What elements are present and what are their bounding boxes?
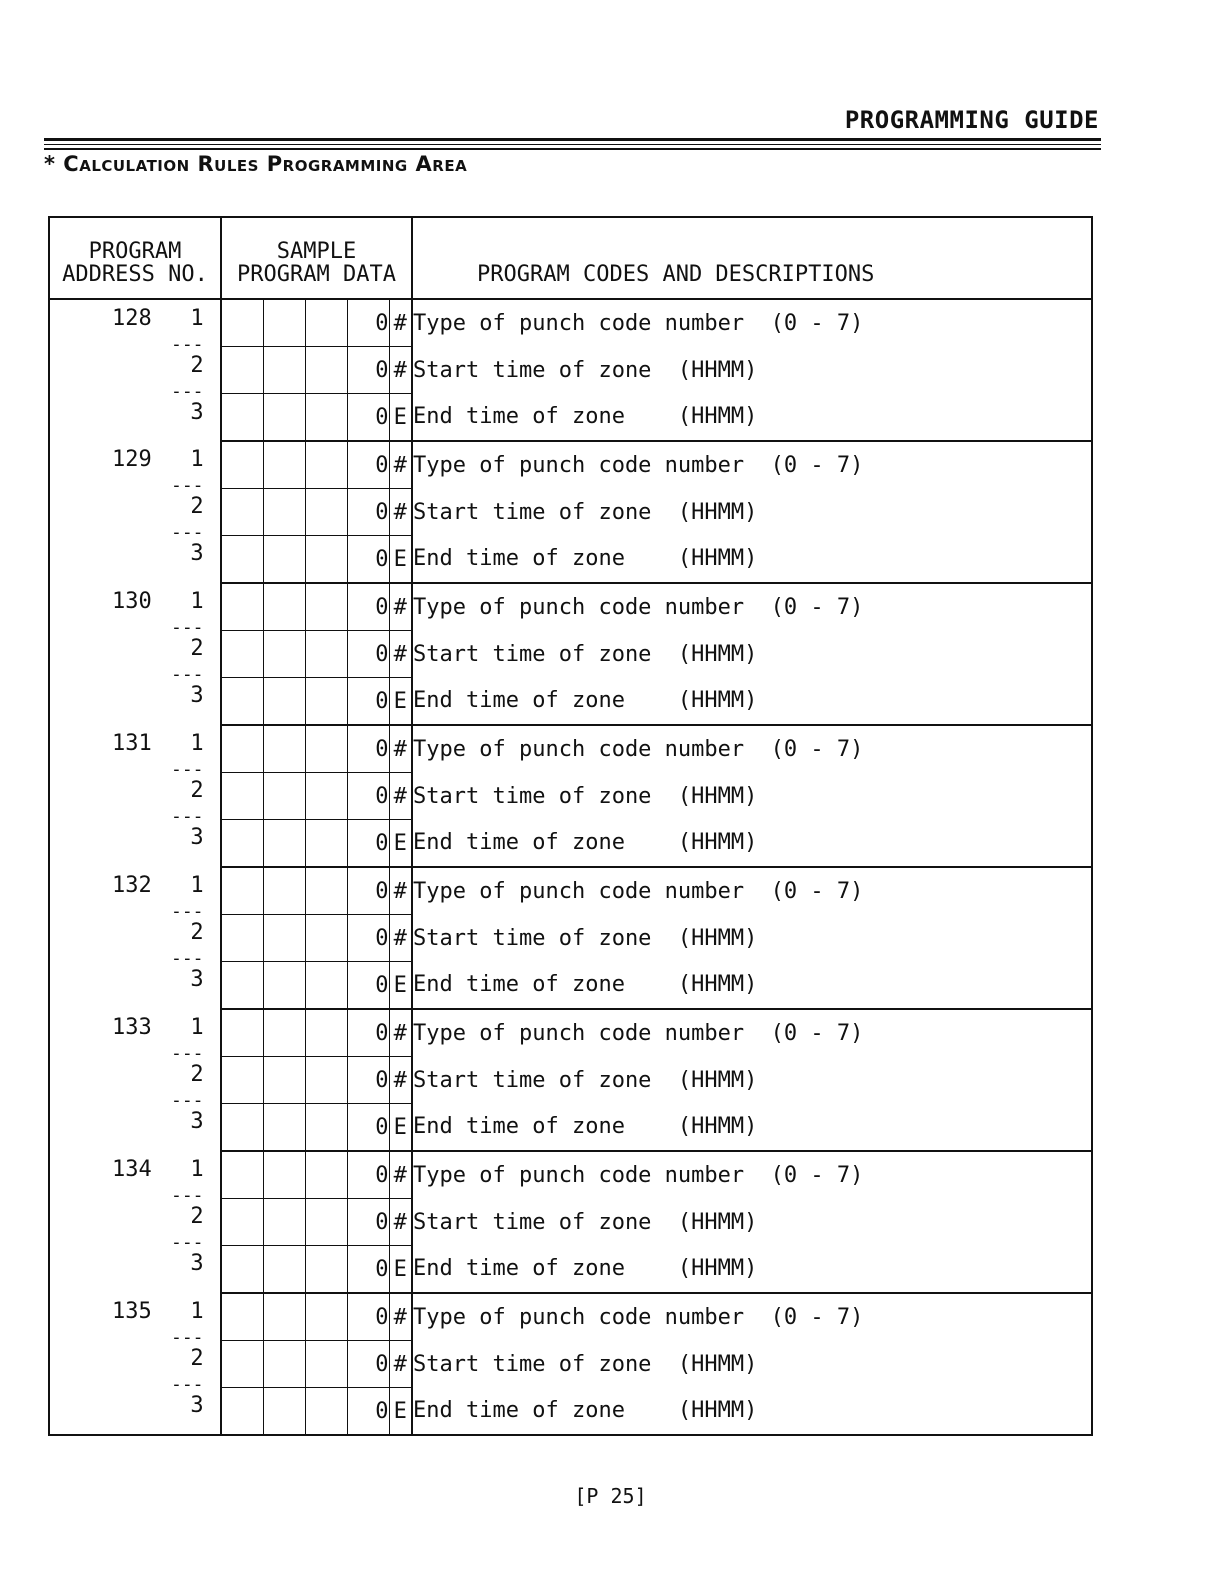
address-number: 134 <box>112 1157 152 1182</box>
sub-divider: --- <box>171 901 204 922</box>
sub-address: 3 <box>190 683 204 708</box>
data-entry-box <box>221 583 263 631</box>
data-value-cell: 0 <box>347 1199 389 1246</box>
data-entry-box <box>221 678 263 726</box>
terminator-code: # <box>389 915 412 962</box>
data-entry-box <box>221 1246 263 1294</box>
sub-address: 1 <box>190 306 204 331</box>
data-entry-box <box>305 1057 347 1104</box>
terminator-code: E <box>389 962 412 1010</box>
table-header-row <box>49 217 1092 299</box>
data-entry-box <box>221 489 263 536</box>
address-number: 128 <box>112 306 152 331</box>
data-entry-box <box>263 1199 305 1246</box>
sub-address: 1 <box>190 447 204 472</box>
data-entry-box <box>263 1104 305 1152</box>
terminator-code: # <box>389 299 412 347</box>
sub-address: 2 <box>190 920 204 945</box>
terminator-code: # <box>389 347 412 394</box>
data-entry-box <box>305 725 347 773</box>
data-value-cell: 0 <box>347 915 389 962</box>
sub-divider: --- <box>171 334 204 355</box>
sub-address: 3 <box>190 1251 204 1276</box>
code-description: End time of zone (HHMM) <box>412 678 1092 726</box>
code-description: Type of punch code number (0 - 7) <box>413 736 864 762</box>
data-entry-box <box>305 441 347 489</box>
data-value-cell: 0 <box>347 536 389 584</box>
address-cell <box>49 1009 221 1151</box>
data-value-cell: 0 <box>347 1057 389 1104</box>
code-description: End time of zone (HHMM) <box>412 820 1092 868</box>
data-entry-box <box>305 1388 347 1436</box>
code-description: Type of punch code number (0 - 7) <box>413 1020 864 1046</box>
data-entry-box <box>305 1009 347 1057</box>
data-entry-box <box>263 536 305 584</box>
data-value-cell: 0 <box>347 1104 389 1152</box>
code-description: Start time of zone (HHMM) <box>413 1351 758 1377</box>
data-value-cell: 0 <box>347 299 389 347</box>
header-address-line2: ADDRESS NO. <box>62 262 208 287</box>
data-entry-box <box>263 1009 305 1057</box>
terminator-code: # <box>389 725 412 773</box>
sub-address: 3 <box>190 1393 204 1418</box>
data-entry-box <box>221 915 263 962</box>
data-entry-box <box>305 394 347 442</box>
data-entry-box <box>305 489 347 536</box>
table-row <box>49 725 1092 773</box>
header-rule-thick <box>44 138 1101 141</box>
data-value-cell: 0 <box>347 1009 389 1057</box>
address-number: 131 <box>112 731 152 756</box>
header-sample-data <box>221 217 412 299</box>
header-address-line1: PROGRAM <box>88 239 182 264</box>
data-value-cell: 0 <box>347 441 389 489</box>
data-entry-box <box>221 1341 263 1388</box>
table-row <box>49 299 1092 347</box>
data-entry-box <box>263 1057 305 1104</box>
data-entry-box <box>221 1199 263 1246</box>
data-entry-box <box>305 1293 347 1341</box>
table-row <box>49 441 1092 489</box>
address-cell <box>49 583 221 725</box>
data-value-cell: 0 <box>347 1246 389 1294</box>
sub-address: 3 <box>190 967 204 992</box>
programming-table <box>48 216 1093 1436</box>
terminator-code: E <box>389 1246 412 1294</box>
terminator-code: # <box>389 631 412 678</box>
sub-divider: --- <box>171 948 204 969</box>
data-value-cell: 0 <box>347 725 389 773</box>
sub-divider: --- <box>171 475 204 496</box>
terminator-code: # <box>389 1341 412 1388</box>
code-description: Start time of zone (HHMM) <box>413 1209 758 1235</box>
sub-address: 3 <box>190 825 204 850</box>
data-entry-box <box>305 583 347 631</box>
data-entry-box <box>221 867 263 915</box>
address-cell <box>49 1151 221 1293</box>
data-entry-box <box>263 441 305 489</box>
data-entry-box <box>263 915 305 962</box>
data-entry-box <box>263 867 305 915</box>
sub-address: 2 <box>190 1062 204 1087</box>
data-value-cell: 0 <box>347 583 389 631</box>
sub-address: 1 <box>190 1299 204 1324</box>
data-value-cell: 0 <box>347 820 389 868</box>
data-entry-box <box>305 773 347 820</box>
terminator-code: # <box>389 1057 412 1104</box>
terminator-code: E <box>389 536 412 584</box>
data-entry-box <box>305 631 347 678</box>
sub-address: 1 <box>190 1157 204 1182</box>
data-value-cell: 0 <box>347 678 389 726</box>
code-description: End time of zone (HHMM) <box>412 1246 1092 1294</box>
table-row <box>49 867 1092 915</box>
data-value-cell: 0 <box>347 962 389 1010</box>
table-row <box>49 1009 1092 1057</box>
data-entry-box <box>263 1151 305 1199</box>
data-entry-box <box>305 915 347 962</box>
data-entry-box <box>305 1151 347 1199</box>
data-entry-box <box>305 1246 347 1294</box>
address-cell <box>49 1293 221 1435</box>
section-title: * Calculation Rules Programming Area <box>44 152 468 176</box>
data-entry-box <box>221 394 263 442</box>
terminator-code: # <box>389 867 412 915</box>
address-number: 132 <box>112 873 152 898</box>
data-entry-box <box>305 299 347 347</box>
data-entry-box <box>221 1388 263 1436</box>
terminator-code: E <box>389 1388 412 1436</box>
code-description: End time of zone (HHMM) <box>412 536 1092 584</box>
address-cell <box>49 867 221 1009</box>
data-value-cell: 0 <box>347 1293 389 1341</box>
data-value-cell: 0 <box>347 394 389 442</box>
data-entry-box <box>221 1293 263 1341</box>
code-description: Start time of zone (HHMM) <box>413 1067 758 1093</box>
data-entry-box <box>221 441 263 489</box>
data-entry-box <box>263 347 305 394</box>
table-row <box>49 1151 1092 1199</box>
sub-address: 1 <box>190 731 204 756</box>
table-row <box>49 1293 1092 1341</box>
data-entry-box <box>263 725 305 773</box>
sub-address: 2 <box>190 1346 204 1371</box>
data-entry-box <box>221 631 263 678</box>
page-number: [P 25] <box>574 1484 647 1508</box>
data-entry-box <box>263 1246 305 1294</box>
data-entry-box <box>305 1341 347 1388</box>
address-cell <box>49 725 221 867</box>
data-entry-box <box>263 489 305 536</box>
data-entry-box <box>263 583 305 631</box>
data-entry-box <box>221 962 263 1010</box>
code-description: Type of punch code number (0 - 7) <box>413 594 864 620</box>
address-number: 130 <box>112 589 152 614</box>
code-description: Start time of zone (HHMM) <box>413 925 758 951</box>
sub-divider: --- <box>171 1327 204 1348</box>
code-description: Start time of zone (HHMM) <box>413 357 758 383</box>
data-entry-box <box>305 820 347 868</box>
data-entry-box <box>263 678 305 726</box>
header-data-line2: PROGRAM DATA <box>237 262 396 287</box>
code-description: Type of punch code number (0 - 7) <box>413 1162 864 1188</box>
data-entry-box <box>263 631 305 678</box>
address-cell <box>49 299 221 441</box>
data-value-cell: 0 <box>347 347 389 394</box>
guide-title: PROGRAMMING GUIDE <box>844 106 1099 134</box>
sub-address: 3 <box>190 400 204 425</box>
header-rule-thin <box>44 144 1101 145</box>
data-entry-box <box>263 820 305 868</box>
data-entry-box <box>263 1293 305 1341</box>
sub-divider: --- <box>171 1043 204 1064</box>
data-entry-box <box>221 820 263 868</box>
data-entry-box <box>221 1057 263 1104</box>
code-description: End time of zone (HHMM) <box>412 1388 1092 1436</box>
code-description: End time of zone (HHMM) <box>412 1104 1092 1152</box>
data-entry-box <box>221 1009 263 1057</box>
address-number: 135 <box>112 1299 152 1324</box>
data-entry-box <box>263 394 305 442</box>
address-cell <box>49 441 221 583</box>
data-entry-box <box>221 536 263 584</box>
code-description: Start time of zone (HHMM) <box>413 783 758 809</box>
data-entry-box <box>263 1388 305 1436</box>
data-value-cell: 0 <box>347 1151 389 1199</box>
sub-divider: --- <box>171 1374 204 1395</box>
sub-divider: --- <box>171 617 204 638</box>
sub-divider: --- <box>171 806 204 827</box>
data-entry-box <box>263 299 305 347</box>
data-entry-box <box>221 725 263 773</box>
data-value-cell: 0 <box>347 867 389 915</box>
sub-address: 2 <box>190 636 204 661</box>
data-entry-box <box>221 1104 263 1152</box>
table-row <box>49 583 1092 631</box>
terminator-code: # <box>389 1151 412 1199</box>
code-description: Type of punch code number (0 - 7) <box>413 878 864 904</box>
data-entry-box <box>263 962 305 1010</box>
terminator-code: E <box>389 820 412 868</box>
data-value-cell: 0 <box>347 1388 389 1436</box>
sub-address: 1 <box>190 873 204 898</box>
terminator-code: E <box>389 1104 412 1152</box>
terminator-code: # <box>389 1293 412 1341</box>
data-entry-box <box>305 678 347 726</box>
data-entry-box <box>305 962 347 1010</box>
data-entry-box <box>305 1199 347 1246</box>
terminator-code: E <box>389 394 412 442</box>
data-entry-box <box>221 347 263 394</box>
header-data-line1: SAMPLE <box>276 239 357 264</box>
terminator-code: # <box>389 1199 412 1246</box>
terminator-code: # <box>389 773 412 820</box>
sub-divider: --- <box>171 522 204 543</box>
header-codes-descriptions: PROGRAM CODES AND DESCRIPTIONS <box>412 217 1092 299</box>
data-entry-box <box>305 867 347 915</box>
sub-address: 2 <box>190 778 204 803</box>
data-entry-box <box>305 347 347 394</box>
terminator-code: # <box>389 441 412 489</box>
code-description: End time of zone (HHMM) <box>412 962 1092 1010</box>
sub-address: 2 <box>190 494 204 519</box>
data-entry-box <box>221 1151 263 1199</box>
data-entry-box <box>305 1104 347 1152</box>
terminator-code: E <box>389 678 412 726</box>
sub-divider: --- <box>171 381 204 402</box>
data-entry-box <box>263 1341 305 1388</box>
code-description: Type of punch code number (0 - 7) <box>413 1304 864 1330</box>
code-description: Start time of zone (HHMM) <box>413 641 758 667</box>
sub-address: 3 <box>190 1109 204 1134</box>
data-value-cell: 0 <box>347 631 389 678</box>
terminator-code: # <box>389 1009 412 1057</box>
code-description: End time of zone (HHMM) <box>412 394 1092 442</box>
data-entry-box <box>305 536 347 584</box>
sub-divider: --- <box>171 759 204 780</box>
code-description: Type of punch code number (0 - 7) <box>413 310 864 336</box>
data-value-cell: 0 <box>347 489 389 536</box>
address-number: 129 <box>112 447 152 472</box>
data-value-cell: 0 <box>347 773 389 820</box>
terminator-code: # <box>389 489 412 536</box>
sub-divider: --- <box>171 1232 204 1253</box>
sub-address: 3 <box>190 541 204 566</box>
code-description: Type of punch code number (0 - 7) <box>413 452 864 478</box>
sub-divider: --- <box>171 664 204 685</box>
sub-address: 2 <box>190 1204 204 1229</box>
data-entry-box <box>221 773 263 820</box>
data-value-cell: 0 <box>347 1341 389 1388</box>
terminator-code: # <box>389 583 412 631</box>
sub-address: 2 <box>190 353 204 378</box>
data-entry-box <box>263 773 305 820</box>
header-program-address <box>49 217 221 299</box>
code-description: Start time of zone (HHMM) <box>413 499 758 525</box>
sub-address: 1 <box>190 589 204 614</box>
sub-divider: --- <box>171 1090 204 1111</box>
sub-address: 1 <box>190 1015 204 1040</box>
sub-divider: --- <box>171 1185 204 1206</box>
address-number: 133 <box>112 1015 152 1040</box>
data-entry-box <box>221 299 263 347</box>
header-rule-bottom <box>44 148 1101 150</box>
